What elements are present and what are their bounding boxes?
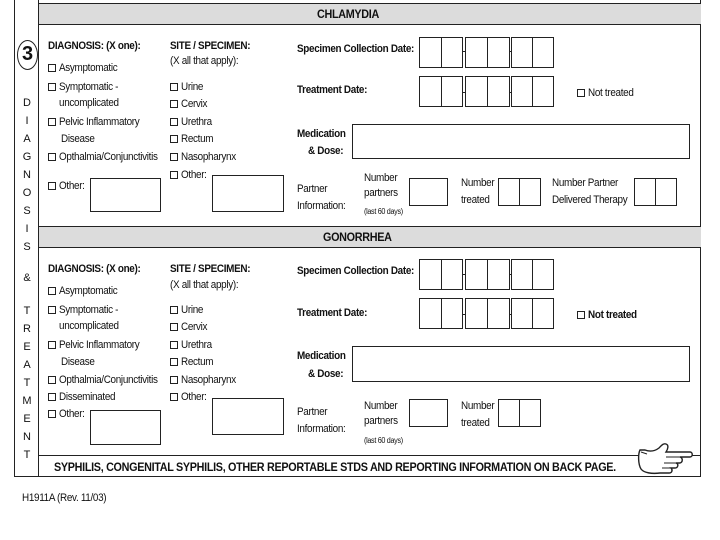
side-label-letter: S <box>23 205 31 217</box>
side-label-letter: T <box>23 377 31 389</box>
footer-note-bar <box>39 455 701 477</box>
chlamydia-dx-pid-checkbox[interactable] <box>48 118 56 126</box>
chlamydia-site-option: Urine <box>181 81 204 93</box>
chlamydia-site-label: SITE / SPECIMEN: <box>170 40 251 52</box>
chlamydia-title: CHLAMYDIA <box>317 7 379 21</box>
side-label-letter: I <box>25 115 29 127</box>
side-label-letter: T <box>23 305 31 317</box>
gonorrhea-site-rectum-checkbox[interactable] <box>170 358 178 366</box>
chlamydia-diagnosis-label: DIAGNOSIS: (X one): <box>48 40 141 52</box>
footer-note: SYPHILIS, CONGENITAL SYPHILIS, OTHER REPORTABLE STDS AND REPORTING INFORMATION ON BACK PAGE. <box>54 460 616 474</box>
chlamydia-dx-option: Asymptomatic <box>59 62 118 74</box>
gonorrhea-site-urine-checkbox[interactable] <box>170 306 178 314</box>
side-label-letter: E <box>23 341 31 353</box>
gonorrhea-dx-other-checkbox[interactable] <box>48 410 56 418</box>
chlamydia-number-treated-label: Number <box>461 177 495 189</box>
gonorrhea-dx-option: Asymptomatic <box>59 285 118 297</box>
gonorrhea-partner-label: Partner <box>297 406 328 418</box>
chlamydia-dx-other-checkbox[interactable] <box>48 182 56 190</box>
gonorrhea-dx-option: Other: <box>59 408 85 420</box>
gonorrhea-diagnosis-label: DIAGNOSIS: (X one): <box>48 263 141 275</box>
chlamydia-partner-therapy-label: Delivered Therapy <box>552 194 628 206</box>
gonorrhea-site-urethra-checkbox[interactable] <box>170 341 178 349</box>
chlamydia-partner-therapy-label: Number Partner <box>552 177 619 189</box>
chlamydia-site-rectum-checkbox[interactable] <box>170 135 178 143</box>
chlamydia-site-option: Rectum <box>181 133 214 145</box>
chlamydia-not-treated-checkbox[interactable] <box>577 89 585 97</box>
chlamydia-partner-label: Information: <box>297 200 346 212</box>
chlamydia-dx-option: Symptomatic - <box>59 81 119 93</box>
gonorrhea-partner-label: Information: <box>297 423 346 435</box>
gonorrhea-dx-asymptomatic-checkbox[interactable] <box>48 287 56 295</box>
chlamydia-site-option: Nasopharynx <box>181 151 236 163</box>
gonorrhea-header <box>39 226 701 248</box>
chlamydia-site-option: Other: <box>181 169 207 181</box>
chlamydia-header <box>39 3 701 25</box>
gonorrhea-number-treated-label: treated <box>461 417 490 429</box>
gonorrhea-treatment-date-label: Treatment Date: <box>297 307 368 319</box>
chlamydia-dx-option: Pelvic Inflammatory <box>59 116 140 128</box>
section-number: 3 <box>17 40 38 70</box>
side-label-letter: A <box>23 359 31 371</box>
chlamydia-dx-option: Other: <box>59 180 85 192</box>
side-label-letter: R <box>23 323 31 335</box>
gonorrhea-last-60-days: (last 60 days) <box>364 436 403 445</box>
chlamydia-site-urine-checkbox[interactable] <box>170 83 178 91</box>
chlamydia-dx-symptomatic-checkbox[interactable] <box>48 83 56 91</box>
chlamydia-last-60-days: (last 60 days) <box>364 207 403 216</box>
gonorrhea-dose-label: & Dose: <box>308 368 344 380</box>
gonorrhea-dx-opthalmia-checkbox[interactable] <box>48 376 56 384</box>
chlamydia-dx-option: Opthalmia/Conjunctivitis <box>59 151 158 163</box>
chlamydia-number-treated-label: treated <box>461 194 490 206</box>
gonorrhea-title: GONORRHEA <box>323 230 392 244</box>
gonorrhea-dx-disseminated-checkbox[interactable] <box>48 393 56 401</box>
gonorrhea-specimen-date-label: Specimen Collection Date: <box>297 265 415 277</box>
side-label-letter: T <box>23 449 31 461</box>
chlamydia-site-urethra-checkbox[interactable] <box>170 118 178 126</box>
gonorrhea-dx-pid-checkbox[interactable] <box>48 341 56 349</box>
gonorrhea-dx-option: uncomplicated <box>59 320 119 332</box>
chlamydia-dx-other-field[interactable] <box>90 178 161 212</box>
pointing-hand-icon <box>636 440 694 476</box>
gonorrhea-dx-option: Disease <box>61 356 95 368</box>
gonorrhea-dx-symptomatic-checkbox[interactable] <box>48 306 56 314</box>
gonorrhea-site-cervix-checkbox[interactable] <box>170 323 178 331</box>
gonorrhea-site-label: SITE / SPECIMEN: <box>170 263 251 275</box>
chlamydia-medication-label: Medication <box>297 128 346 140</box>
gonorrhea-site-option: Urine <box>181 304 204 316</box>
chlamydia-site-option: Urethra <box>181 116 212 128</box>
gonorrhea-site-option: Rectum <box>181 356 214 368</box>
gonorrhea-number-partners-label: Number <box>364 400 398 412</box>
gonorrhea-medication-field[interactable] <box>352 346 690 382</box>
gonorrhea-dx-option: Opthalmia/Conjunctivitis <box>59 374 158 386</box>
gonorrhea-site-other-field[interactable] <box>212 398 284 435</box>
chlamydia-specimen-date-label: Specimen Collection Date: <box>297 43 415 55</box>
side-label-letter: E <box>23 413 31 425</box>
gonorrhea-medication-label: Medication <box>297 350 346 362</box>
gonorrhea-not-treated-checkbox[interactable] <box>577 311 585 319</box>
chlamydia-site-nasopharynx-checkbox[interactable] <box>170 153 178 161</box>
chlamydia-dx-option: uncomplicated <box>59 97 119 109</box>
side-label-letter: & <box>23 272 31 284</box>
gonorrhea-not-treated-label: Not treated <box>588 309 637 321</box>
side-label-letter: N <box>23 431 31 443</box>
side-label-letter: I <box>25 223 29 235</box>
chlamydia-not-treated-label: Not treated <box>588 87 634 99</box>
gonorrhea-number-treated-label: Number <box>461 400 495 412</box>
side-label-letter: O <box>22 187 32 199</box>
side-label-letter: D <box>23 97 31 109</box>
gonorrhea-site-option: Nasopharynx <box>181 374 236 386</box>
chlamydia-site-other-field[interactable] <box>212 175 284 212</box>
side-label-letter: M <box>22 395 32 407</box>
side-label-letter: G <box>22 151 32 163</box>
gonorrhea-site-option: Urethra <box>181 339 212 351</box>
chlamydia-treatment-date-label: Treatment Date: <box>297 84 368 96</box>
chlamydia-site-option: Cervix <box>181 98 208 110</box>
side-label-letter: S <box>23 241 31 253</box>
gonorrhea-site-sublabel: (X all that apply): <box>170 279 239 291</box>
chlamydia-dose-label: & Dose: <box>308 145 344 157</box>
chlamydia-number-partners-field[interactable] <box>409 178 448 206</box>
chlamydia-site-cervix-checkbox[interactable] <box>170 100 178 108</box>
gonorrhea-dx-option: Disseminated <box>59 391 116 403</box>
chlamydia-partner-label: Partner <box>297 183 328 195</box>
side-label-letter: N <box>23 169 31 181</box>
gonorrhea-site-option: Other: <box>181 391 207 403</box>
gonorrhea-site-option: Cervix <box>181 321 208 333</box>
gonorrhea-dx-other-field[interactable] <box>90 410 161 445</box>
chlamydia-site-other-checkbox[interactable] <box>170 171 178 179</box>
gonorrhea-number-partners-label: partners <box>364 415 398 427</box>
chlamydia-number-partners-label: Number <box>364 172 398 184</box>
chlamydia-dx-option: Disease <box>61 133 95 145</box>
chlamydia-number-partners-label: partners <box>364 187 398 199</box>
form-code: H1911A (Rev. 11/03) <box>22 492 107 504</box>
gonorrhea-number-partners-field[interactable] <box>409 399 448 427</box>
gonorrhea-dx-option: Symptomatic - <box>59 304 119 316</box>
chlamydia-site-sublabel: (X all that apply): <box>170 55 239 67</box>
gonorrhea-site-nasopharynx-checkbox[interactable] <box>170 376 178 384</box>
gonorrhea-site-other-checkbox[interactable] <box>170 393 178 401</box>
side-label-letter: A <box>23 133 31 145</box>
chlamydia-dx-asymptomatic-checkbox[interactable] <box>48 64 56 72</box>
gonorrhea-dx-option: Pelvic Inflammatory <box>59 339 140 351</box>
chlamydia-dx-opthalmia-checkbox[interactable] <box>48 153 56 161</box>
chlamydia-medication-field[interactable] <box>352 124 690 159</box>
